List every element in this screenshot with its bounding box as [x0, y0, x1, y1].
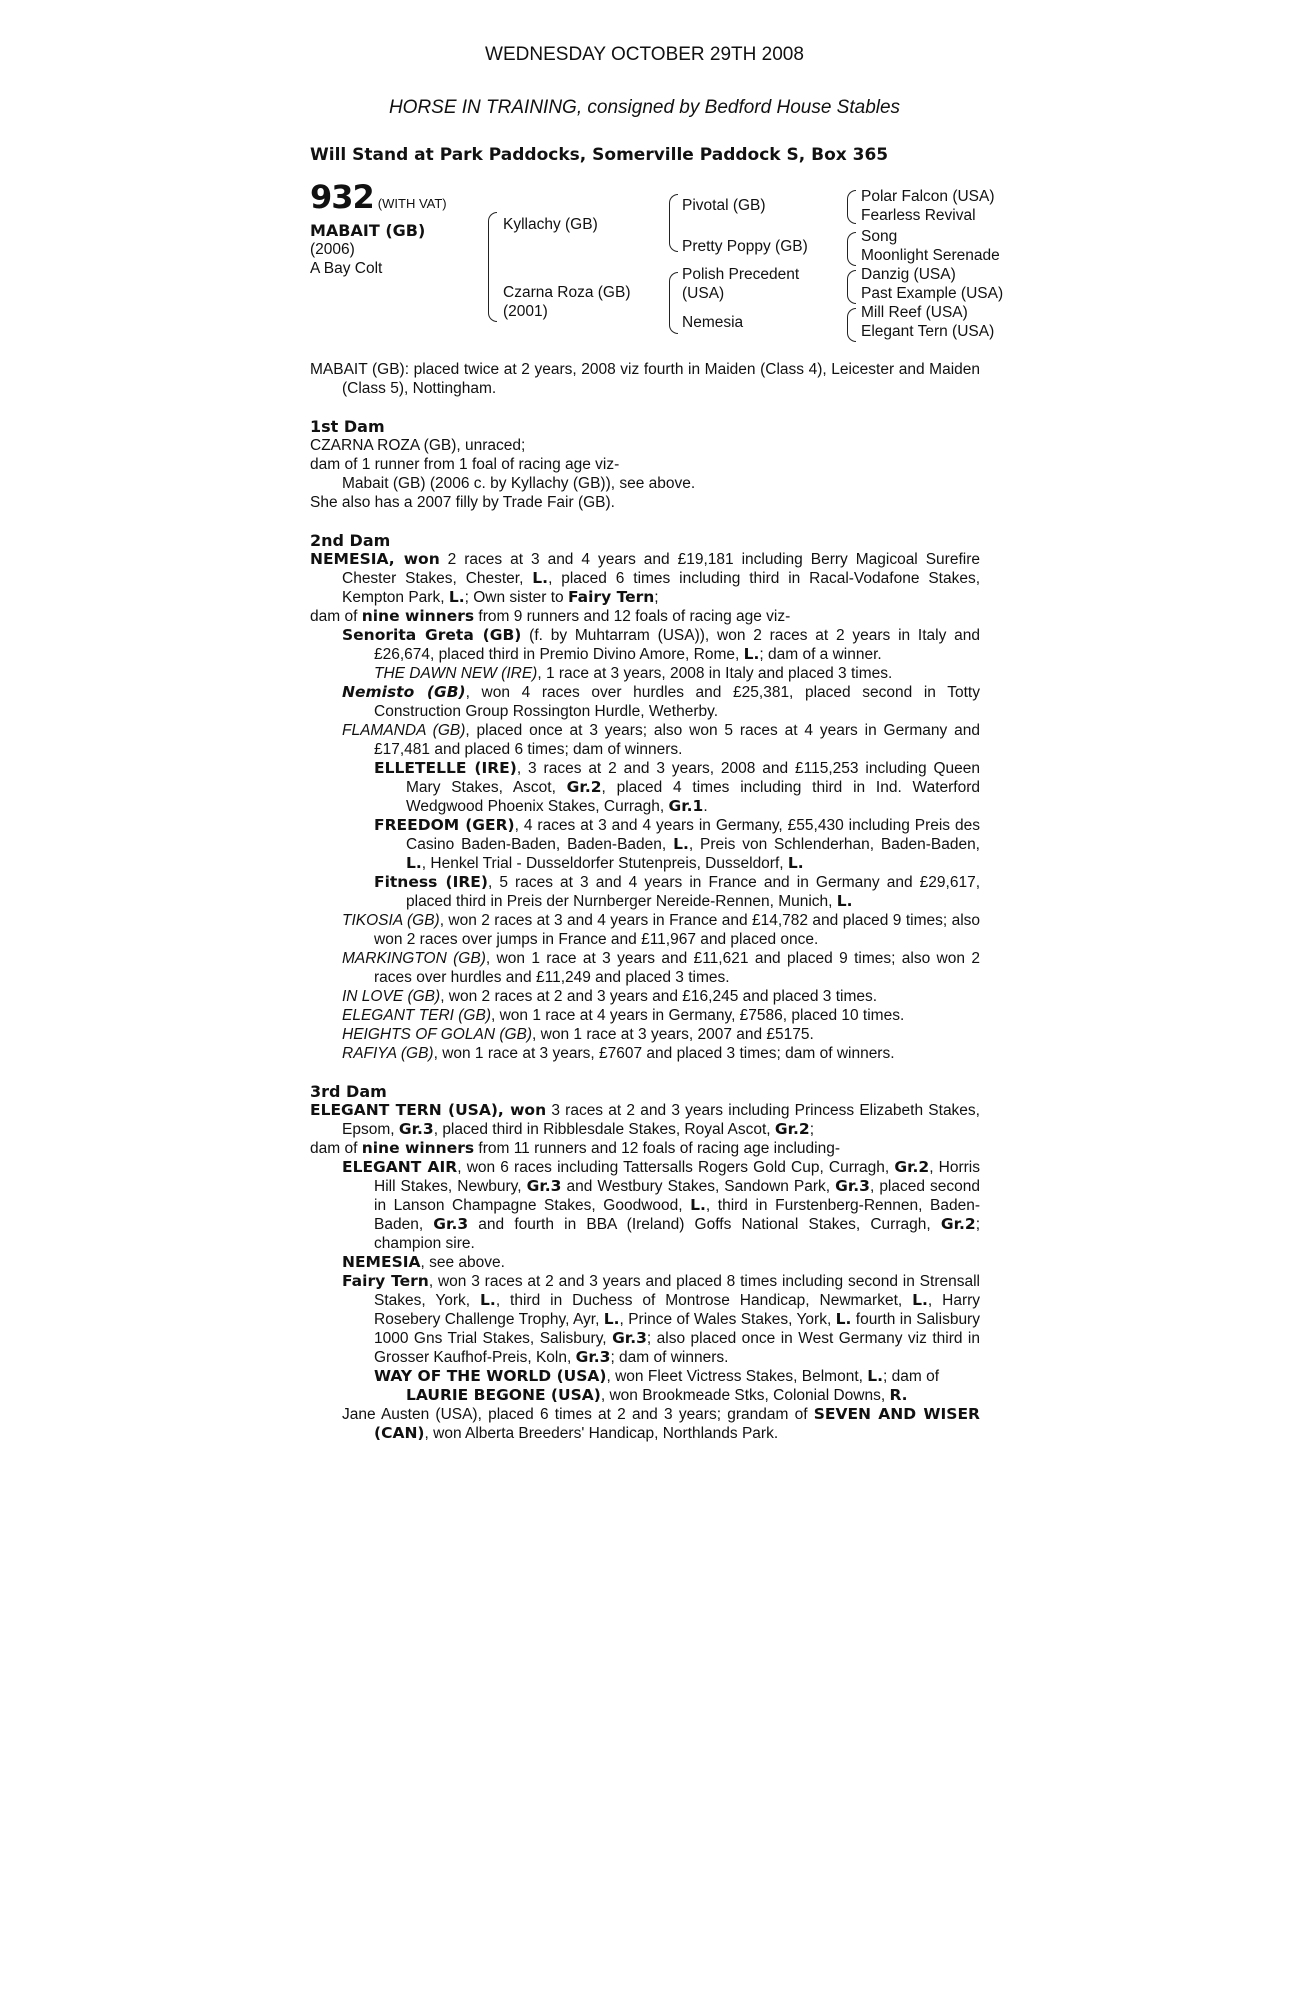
third-dam-heading: 3rd Dam [310, 1082, 387, 1101]
pedigree-sire-sire: Pivotal (GB) [682, 197, 766, 214]
second-dam-produce [310, 607, 980, 626]
text: ; [654, 589, 659, 606]
group-mark: Gr.1 [668, 797, 704, 815]
second-dam-heading: 2nd Dam [310, 531, 391, 550]
produce-entry [310, 1006, 980, 1025]
text: Jane Austen (USA), placed 6 times at 2 and 3 years; grandam of [342, 1406, 814, 1423]
consignment-line: HORSE IN TRAINING, consigned by Bedford House Stables [388, 97, 901, 118]
pedigree-sire-dam: Pretty Poppy (GB) [682, 238, 808, 255]
produce-entry [310, 626, 980, 664]
listed-mark: L. [743, 645, 760, 663]
produce-name: THE DAWN NEW (IRE) [374, 665, 538, 682]
text: , Preis von Schlenderhan, Baden-Baden, [688, 836, 980, 853]
produce-entry [310, 1367, 980, 1386]
listed-mark: L. [603, 1310, 620, 1328]
pedigree-brace-1 [488, 212, 497, 322]
text: , won 4 races over hurdles and £25,381, placed second in Totty Construction Group Rossington Hurdle, Wetherby. [374, 684, 980, 720]
text: fourth in Salisbury 1000 Gns Trial Stakes, Salisbury, [374, 1311, 980, 1347]
text: , won 1 race at 3 years, 2007 and £5175. [532, 1026, 814, 1043]
text: . [703, 798, 708, 815]
third-dam-produce [310, 1139, 980, 1158]
text: , won 2 races at 3 and 4 years in France and £14,782 and placed 9 times; also won 2 races over jumps in France and £11,967 and placed once. [374, 912, 981, 948]
pedigree-g3: Song [861, 228, 898, 245]
text: (f. by Muhtarram (USA)), won 2 races at 2 years in Italy and £26,674, placed third in Premio Divino Amore, Rome, [374, 627, 980, 663]
foaling-year: (2006) [310, 241, 355, 258]
produce-entry [310, 1405, 980, 1443]
produce-entry [310, 1272, 980, 1367]
produce-name: Fitness (IRE) [374, 873, 488, 891]
text: , placed third in Ribblesdale Stakes, Royal Ascot, [433, 1121, 775, 1138]
horse-description: A Bay Colt [310, 260, 383, 277]
listed-mark: L. [673, 835, 689, 853]
text: , 3 races at 2 and 3 years, 2008 and £115,253 including Queen Mary Stakes, Ascot, [406, 760, 980, 796]
group-mark: Gr.2 [774, 1120, 810, 1138]
group-mark: Gr.3 [835, 1177, 870, 1195]
race-summary: MABAIT (GB): placed twice at 2 years, 2008 viz fourth in Maiden (Class 4), Leicester and Maiden (Class 5), Nottingham. [310, 361, 980, 397]
listed-mark: L. [480, 1291, 496, 1309]
produce-name: NEMESIA [342, 1253, 421, 1271]
produce-entry [310, 1253, 980, 1272]
produce-entry [310, 987, 980, 1006]
text: , won 1 race at 3 years and £11,621 and placed 9 times; also won 2 races over hurdles and £11,249 and placed 3 times. [374, 950, 980, 986]
produce-name: SEVEN AND WISER (CAN) [374, 1405, 980, 1442]
pedigree-g7: Mill Reef (USA) [861, 304, 968, 321]
listed-mark: L. [867, 1367, 884, 1385]
listed-mark: L. [532, 569, 549, 587]
produce-name: MARKINGTON (GB) [342, 950, 486, 967]
group-mark: Gr.3 [433, 1215, 469, 1233]
text: , Henkel Trial - Dusseldorfer Stutenpreis, Dusseldorf, [421, 855, 788, 872]
group-mark: Gr.2 [940, 1215, 976, 1233]
pedigree-brace-3 [669, 272, 678, 334]
listed-mark: L. [836, 892, 853, 910]
produce-entry [310, 664, 980, 683]
pedigree-dam-year: (2001) [503, 303, 548, 320]
produce-entry [310, 873, 980, 911]
pedigree-dam-sire-origin: (USA) [682, 285, 725, 302]
pedigree-g8: Elegant Tern (USA) [861, 323, 995, 340]
winners-count: nine winners [361, 1139, 475, 1157]
listed-mark: L. [448, 588, 465, 606]
listed-mark: L. [912, 1291, 928, 1309]
produce-entry [310, 949, 980, 987]
produce-name: TIKOSIA (GB) [342, 912, 440, 929]
pedigree-g1: Polar Falcon (USA) [861, 188, 995, 205]
produce-name: ELEGANT TERI (GB) [342, 1007, 491, 1024]
pedigree-dam-dam: Nemesia [682, 314, 744, 331]
text: 3 races at 2 and 3 years including Princess Elizabeth Stakes, Epsom, [342, 1102, 980, 1138]
text: , won 1 race at 4 years in Germany, £7586, placed 10 times. [491, 1007, 905, 1024]
group-mark: Gr.3 [575, 1348, 611, 1366]
pedigree-brace-5 [847, 232, 856, 266]
produce-name: FLAMANDA (GB) [342, 722, 466, 739]
produce-name: RAFIYA (GB) [342, 1045, 434, 1062]
won-label: , won [497, 1101, 547, 1119]
text: , won 6 races including Tattersalls Rogers Gold Cup, Curragh, [457, 1159, 895, 1176]
produce-name: ELEGANT AIR [342, 1158, 458, 1176]
text: , Horris Hill Stakes, Newbury, [374, 1159, 980, 1195]
produce-name: ELLETELLE (IRE) [374, 759, 517, 777]
text: , won Alberta Breeders' Handicap, Northlands Park. [424, 1425, 779, 1442]
catalogue-body [310, 360, 980, 1443]
text: dam of [310, 1140, 362, 1157]
third-dam-entry [310, 1101, 980, 1139]
pedigree-g2: Fearless Revival [861, 207, 976, 224]
text: ; [809, 1121, 815, 1138]
pedigree-dam-sire: Polish Precedent [682, 266, 800, 283]
text: , won 2 races at 2 and 3 years and £16,245 and placed 3 times. [440, 988, 878, 1005]
listed-mark: L. [835, 1310, 852, 1328]
second-dam-entry [310, 550, 980, 607]
group-mark: Gr.3 [526, 1177, 562, 1195]
text: , won Fleet Victress Stakes, Belmont, [606, 1368, 868, 1385]
winners-count: nine winners [361, 607, 475, 625]
text: , Harry Rosebery Challenge Trophy, Ayr, [374, 1292, 981, 1328]
produce-entry [310, 1158, 980, 1253]
produce-entry [310, 911, 980, 949]
produce-entry [310, 759, 980, 816]
pedigree-dam: Czarna Roza (GB) [503, 284, 631, 301]
produce-entry [310, 683, 980, 721]
restricted-mark: R. [889, 1386, 908, 1404]
pedigree-g4: Moonlight Serenade [861, 247, 1000, 264]
pedigree-brace-4 [847, 190, 856, 224]
text: , placed 4 times including third in Ind. Waterford Wedgwood Phoenix Stakes, Curragh, [406, 779, 980, 815]
pedigree-brace-7 [847, 308, 856, 342]
produce-entry [310, 1044, 980, 1063]
text: from 11 runners and 12 foals of racing age including- [474, 1140, 840, 1157]
produce-name: LAURIE BEGONE (USA) [406, 1386, 601, 1404]
text: ; also placed once in West Germany viz third in Grosser Kaufhof-Preis, Koln, [374, 1330, 980, 1366]
group-mark: Gr.2 [894, 1158, 930, 1176]
text: , 5 races at 3 and 4 years in France and in Germany and £29,617, placed third in Preis der Nurnberger Nereide-Rennen, Munich, [406, 874, 981, 910]
sale-date: WEDNESDAY OCTOBER 29TH 2008 [485, 44, 804, 65]
text: , 1 race at 3 years, 2008 in Italy and placed 3 times. [537, 665, 893, 682]
produce-name: Nemisto (GB) [342, 683, 466, 701]
produce-name: Senorita Greta (GB) [342, 626, 522, 644]
lot-info [310, 178, 480, 278]
text: and fourth in BBA (Ireland) Goffs National Stakes, Curragh, [468, 1216, 941, 1233]
pedigree-sire: Kyllachy (GB) [503, 216, 598, 233]
won-label: , won [388, 550, 440, 568]
text: , won 1 race at 3 years, £7607 and placed 3 times; dam of winners. [433, 1045, 895, 1062]
pedigree-brace-6 [847, 270, 856, 304]
text: from 9 runners and 12 foals of racing age viz- [474, 608, 791, 625]
lot-number: 932 [310, 178, 374, 216]
text: , placed 6 times including third in Racal-Vodafone Stakes, Kempton Park, [342, 570, 981, 606]
stand-location: Will Stand at Park Paddocks, Somerville Paddock S, Box 365 [310, 145, 889, 165]
dam-name: ELEGANT TERN (USA) [310, 1101, 498, 1119]
text: , placed second in Lanson Champagne Stakes, Goodwood, [374, 1178, 980, 1214]
text: , placed once at 3 years; also won 5 races at 4 years in Germany and £17,481 and placed 6 times; dam of winners. [374, 722, 981, 758]
horse-name: MABAIT (GB) [310, 221, 426, 240]
text: ; champion sire. [374, 1216, 980, 1252]
text: , 4 races at 3 and 4 years in Germany, £55,430 including Preis des Casino Baden-Baden, Baden-Baden, [406, 817, 980, 853]
text: ; dam of a winner. [759, 646, 882, 663]
produce-entry [310, 1025, 980, 1044]
pedigree-g6: Past Example (USA) [861, 285, 1004, 302]
pedigree-g5: Danzig (USA) [861, 266, 956, 283]
vat-label: (WITH VAT) [377, 196, 447, 211]
first-dam-heading: 1st Dam [310, 417, 385, 436]
text: , won 3 races at 2 and 3 years and placed 8 times including second in Strensall Stakes, York, [374, 1273, 980, 1309]
text: ; Own sister to [464, 589, 568, 606]
produce-entry [310, 816, 980, 873]
first-dam-line: CZARNA ROZA (GB), unraced; [310, 437, 526, 454]
produce-name: FREEDOM (GER) [374, 816, 515, 834]
text: dam of [310, 608, 362, 625]
first-dam-note: She also has a 2007 filly by Trade Fair (GB). [310, 494, 615, 511]
text: ; dam of [883, 1368, 940, 1385]
sister-name: Fairy Tern [567, 588, 655, 606]
text: and Westbury Stakes, Sandown Park, [561, 1178, 836, 1195]
produce-entry [310, 1386, 980, 1405]
group-mark: Gr.3 [398, 1120, 434, 1138]
produce-name: IN LOVE (GB) [342, 988, 441, 1005]
first-dam-produce: dam of 1 runner from 1 foal of racing age viz- [310, 456, 620, 473]
produce-name: WAY OF THE WORLD (USA) [374, 1367, 607, 1385]
text: , third in Duchess of Montrose Handicap, Newmarket, [495, 1292, 913, 1309]
listed-mark: L. [406, 854, 422, 872]
pedigree-brace-2 [669, 194, 678, 252]
text: , Prince of Wales Stakes, York, [619, 1311, 836, 1328]
first-dam-foal: Mabait (GB) (2006 c. by Kyllachy (GB)), see above. [342, 475, 696, 492]
listed-mark: L. [690, 1196, 706, 1214]
text: 2 races at 3 and 4 years and £19,181 including Berry Magicoal Surefire Chester Stakes, Chester, [342, 551, 980, 587]
group-mark: Gr.3 [612, 1329, 647, 1347]
text: , won Brookmeade Stks, Colonial Downs, [600, 1387, 890, 1404]
text: , third in Furstenberg-Rennen, Baden-Baden, [374, 1197, 980, 1233]
text: ; dam of winners. [610, 1349, 729, 1366]
text: , see above. [420, 1254, 505, 1271]
produce-entry [310, 721, 980, 759]
produce-name: Fairy Tern [342, 1272, 429, 1290]
group-mark: Gr.2 [566, 778, 602, 796]
listed-mark: L. [787, 854, 804, 872]
dam-name: NEMESIA [310, 550, 389, 568]
produce-name: HEIGHTS OF GOLAN (GB) [342, 1026, 533, 1043]
